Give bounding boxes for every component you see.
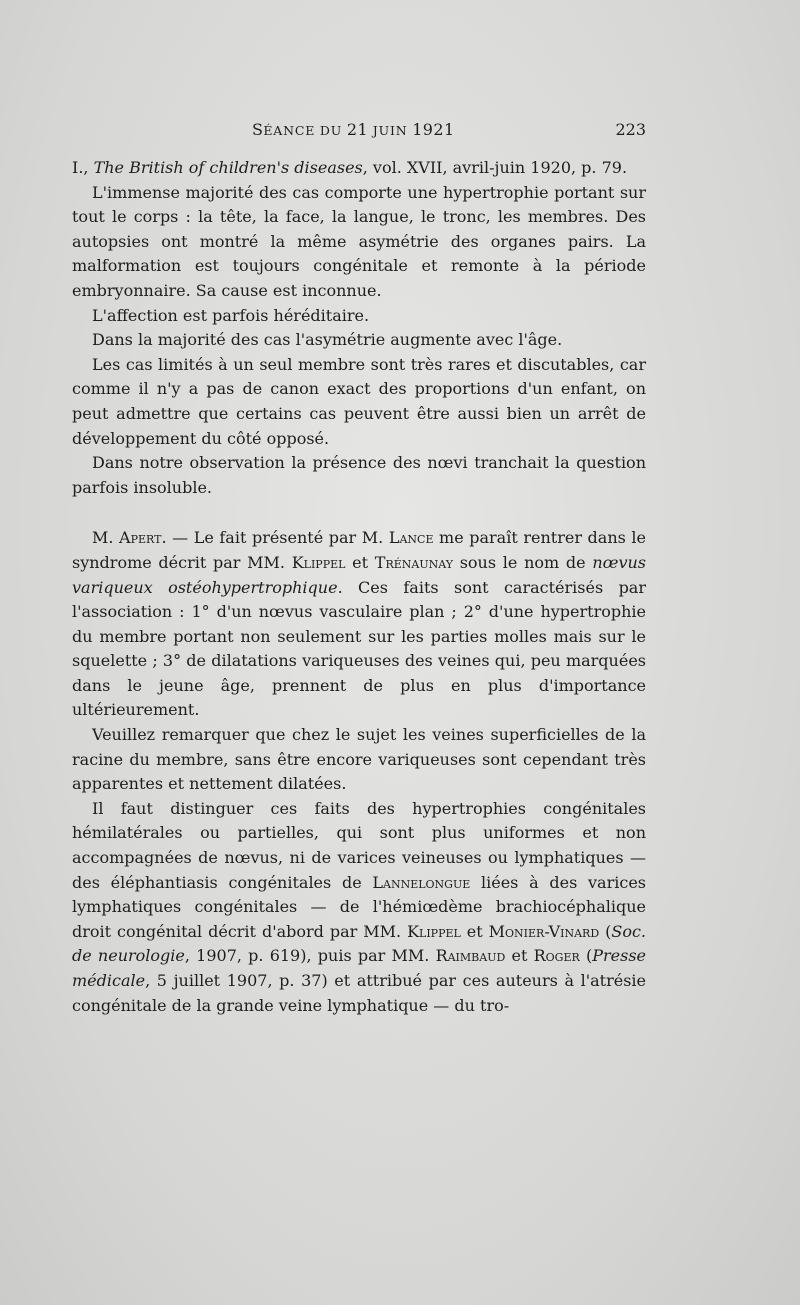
paragraph: Dans notre observation la présence des nœvi tranchait la question parfois insoluble. [72,453,646,497]
page-body [72,156,646,1018]
paragraph-apert: M. Apert. — Le fait présenté par M. Lance me paraît rentrer dans le syndrome décrit par MM. Klippel et Trénaunay sous le nom de nœvus variqueux ostéohypertrophique. Ces faits sont caractérisés par l'association : 1° d'un nœvus vasculaire plan ; 2° d'une hypertrophie du membre portant non seulement sur les parties molles mais sur le squelette ; 3° de dilatations variqueuses des veines qui, peu marquées dans le jeune âge, prennent de plus en plus d'importance ultérieurement. [72,528,646,720]
paragraph: L'immense majorité des cas comporte une hypertrophie portant sur tout le corps : la tête, la face, la langue, le tronc, les membres. Des autopsies ont montré la même asymétrie des organes pairs. La malformation est toujours congénitale et remonte à la période embryonnaire. Sa cause est inconnue. [72,182,646,300]
paragraph: Veuillez remarquer que chez le sujet les veines superficielles de la racine du membre, sans être encore variqueuses sont cependant très apparentes et nettement dilatées. [72,725,646,794]
page-number: 223 [615,120,646,139]
paragraph-reference: I., The British of children's diseases, vol. XVII, avril-juin 1920, p. 79. [72,158,628,177]
running-title: SÉANCE DU 21 JUIN 1921 [252,120,455,139]
paragraph: L'affection est parfois héréditaire. [92,305,370,325]
paragraph: Les cas limités à un seul membre sont très rares et discutables, car comme il n'y a pas de canon exact des proportions d'un enfant, on peut admettre que certains cas peuvent être aussi bien un arrêt de développement du côté opposé. [72,354,646,448]
paragraph-distinction: Il faut distinguer ces faits des hypertrophies congénitales hémilatérales ou partielles, qui sont plus uniformes et non accompagnées de nœvus, ni de varices veineuses ou lymphatiques — des éléphantiasis congénitales de Lannelongue liées à des varices lymphatiques congénitales — de l'hémiœdème brachiocéphalique droit congénital décrit d'abord par MM. Klippel et Monier-Vinard (Soc. de neurologie, 1907, p. 619), puis par MM. Raimbaud et Roger (Presse médicale, 5 juillet 1907, p. 37) et attribué par ces auteurs à l'atrésie congénitale de la grande veine lymphatique — du tro- [72,798,647,1015]
running-head [72,118,646,142]
paragraph: Dans la majorité des cas l'asymétrie augmente avec l'âge. [92,330,563,350]
section-gap [72,500,646,526]
